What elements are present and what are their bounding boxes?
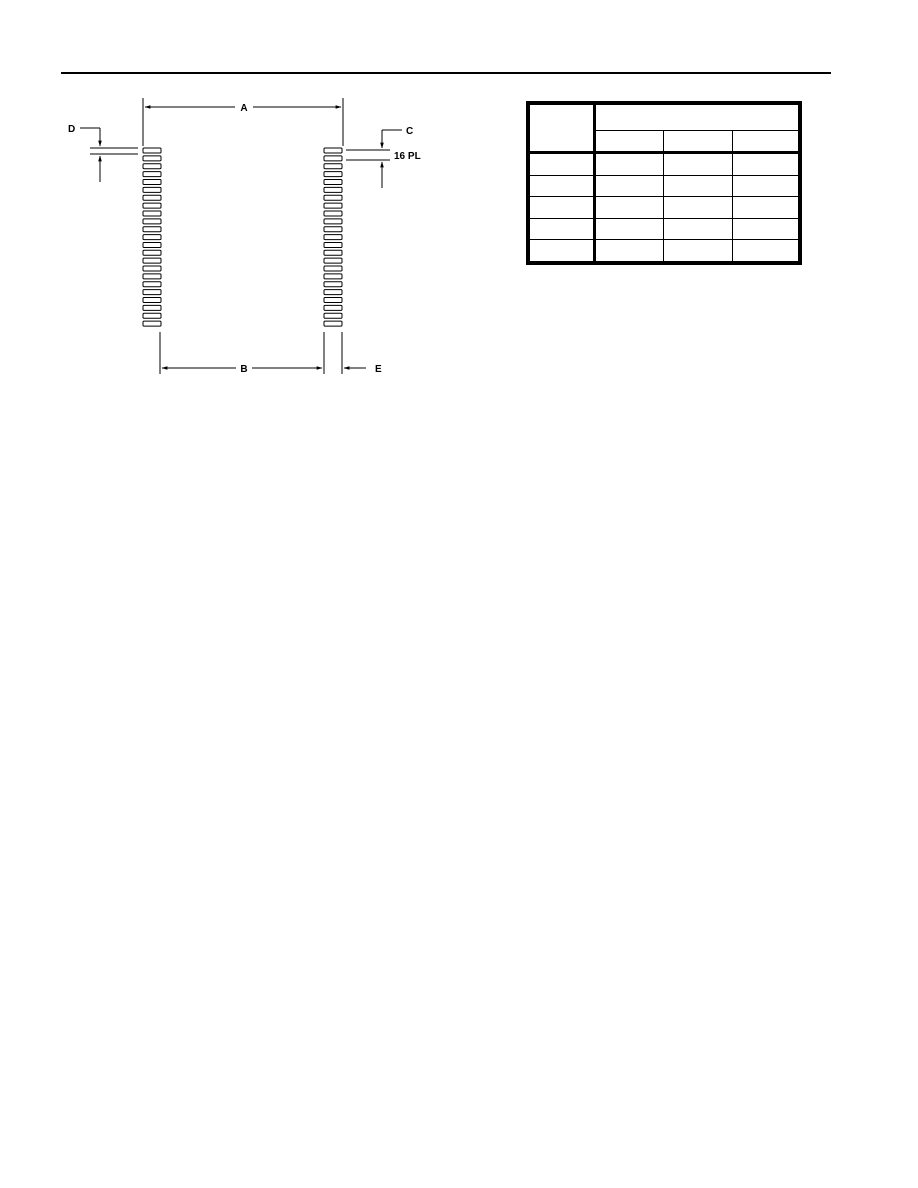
dimension-d bbox=[68, 124, 138, 182]
solder-pad bbox=[324, 274, 342, 279]
table-cell bbox=[528, 197, 595, 219]
table-row bbox=[528, 197, 800, 219]
solder-pad bbox=[143, 290, 161, 295]
table-col-header bbox=[664, 130, 733, 153]
table-corner-cell bbox=[528, 103, 595, 153]
table-cell bbox=[595, 218, 664, 240]
table-cell bbox=[664, 153, 733, 176]
dimension-c-label: C bbox=[406, 126, 414, 137]
solder-pad bbox=[143, 298, 161, 303]
solder-pad bbox=[143, 187, 161, 192]
solder-pad bbox=[324, 219, 342, 224]
solder-pad bbox=[324, 235, 342, 240]
table-cell bbox=[733, 240, 800, 263]
solder-pad bbox=[324, 164, 342, 169]
solder-pad bbox=[324, 266, 342, 271]
table-cell bbox=[664, 240, 733, 263]
solder-pad bbox=[324, 321, 342, 326]
solder-pad bbox=[324, 298, 342, 303]
solder-pad bbox=[324, 313, 342, 318]
dimension-e bbox=[342, 332, 382, 375]
solder-pad bbox=[143, 282, 161, 287]
table-group-header bbox=[595, 103, 800, 130]
solder-pad bbox=[143, 266, 161, 271]
table-col-header bbox=[733, 130, 800, 153]
solder-pad bbox=[324, 211, 342, 216]
solder-pad bbox=[324, 242, 342, 247]
solder-pad bbox=[324, 148, 342, 153]
solder-pad bbox=[324, 187, 342, 192]
solder-pad bbox=[143, 274, 161, 279]
solder-pad bbox=[324, 203, 342, 208]
solder-pad bbox=[143, 250, 161, 255]
table-cell bbox=[664, 175, 733, 197]
solder-pad bbox=[324, 305, 342, 310]
table-cell bbox=[733, 153, 800, 176]
table-cell bbox=[595, 175, 664, 197]
table-row bbox=[528, 153, 800, 176]
table-cell bbox=[664, 197, 733, 219]
solder-pad bbox=[324, 258, 342, 263]
solder-pad bbox=[143, 156, 161, 161]
table-cell bbox=[528, 218, 595, 240]
solder-pad bbox=[143, 321, 161, 326]
solder-pad bbox=[143, 195, 161, 200]
solder-pad bbox=[143, 227, 161, 232]
table-cell bbox=[733, 197, 800, 219]
solder-pad bbox=[324, 282, 342, 287]
dimension-table bbox=[526, 101, 802, 265]
table-row bbox=[528, 218, 800, 240]
solder-pad bbox=[324, 172, 342, 177]
solder-pad bbox=[143, 179, 161, 184]
solder-pad bbox=[143, 211, 161, 216]
solder-pad bbox=[324, 250, 342, 255]
pl-note: 16 PL bbox=[394, 151, 421, 162]
solder-pad bbox=[324, 156, 342, 161]
solder-pad bbox=[143, 235, 161, 240]
solder-pad bbox=[324, 179, 342, 184]
table-cell bbox=[733, 218, 800, 240]
dimension-d-label: D bbox=[68, 124, 76, 135]
table-cell bbox=[528, 153, 595, 176]
solder-pad bbox=[143, 305, 161, 310]
dimension-e-label: E bbox=[375, 364, 382, 375]
table-cell bbox=[595, 153, 664, 176]
solder-pad bbox=[143, 219, 161, 224]
dimension-a-label: A bbox=[240, 103, 248, 114]
solder-pad bbox=[324, 227, 342, 232]
table-row bbox=[528, 240, 800, 263]
solder-pad bbox=[324, 290, 342, 295]
table-row bbox=[528, 175, 800, 197]
table-cell bbox=[528, 240, 595, 263]
dimension-c bbox=[346, 126, 421, 188]
solder-pad bbox=[143, 313, 161, 318]
table-col-header bbox=[595, 130, 664, 153]
right-pad-column bbox=[324, 148, 342, 326]
solder-pad bbox=[324, 195, 342, 200]
solder-pad bbox=[143, 164, 161, 169]
solder-pad bbox=[143, 172, 161, 177]
dimension-b-label: B bbox=[240, 364, 248, 375]
table-cell bbox=[664, 218, 733, 240]
solder-pad bbox=[143, 258, 161, 263]
table-cell bbox=[595, 197, 664, 219]
left-pad-column bbox=[143, 148, 161, 326]
solder-pad bbox=[143, 148, 161, 153]
table-cell bbox=[733, 175, 800, 197]
table-cell bbox=[528, 175, 595, 197]
solder-pad bbox=[143, 242, 161, 247]
solder-pad bbox=[143, 203, 161, 208]
dimension-b bbox=[160, 332, 324, 375]
table-cell bbox=[595, 240, 664, 263]
dimension-a bbox=[143, 98, 343, 146]
